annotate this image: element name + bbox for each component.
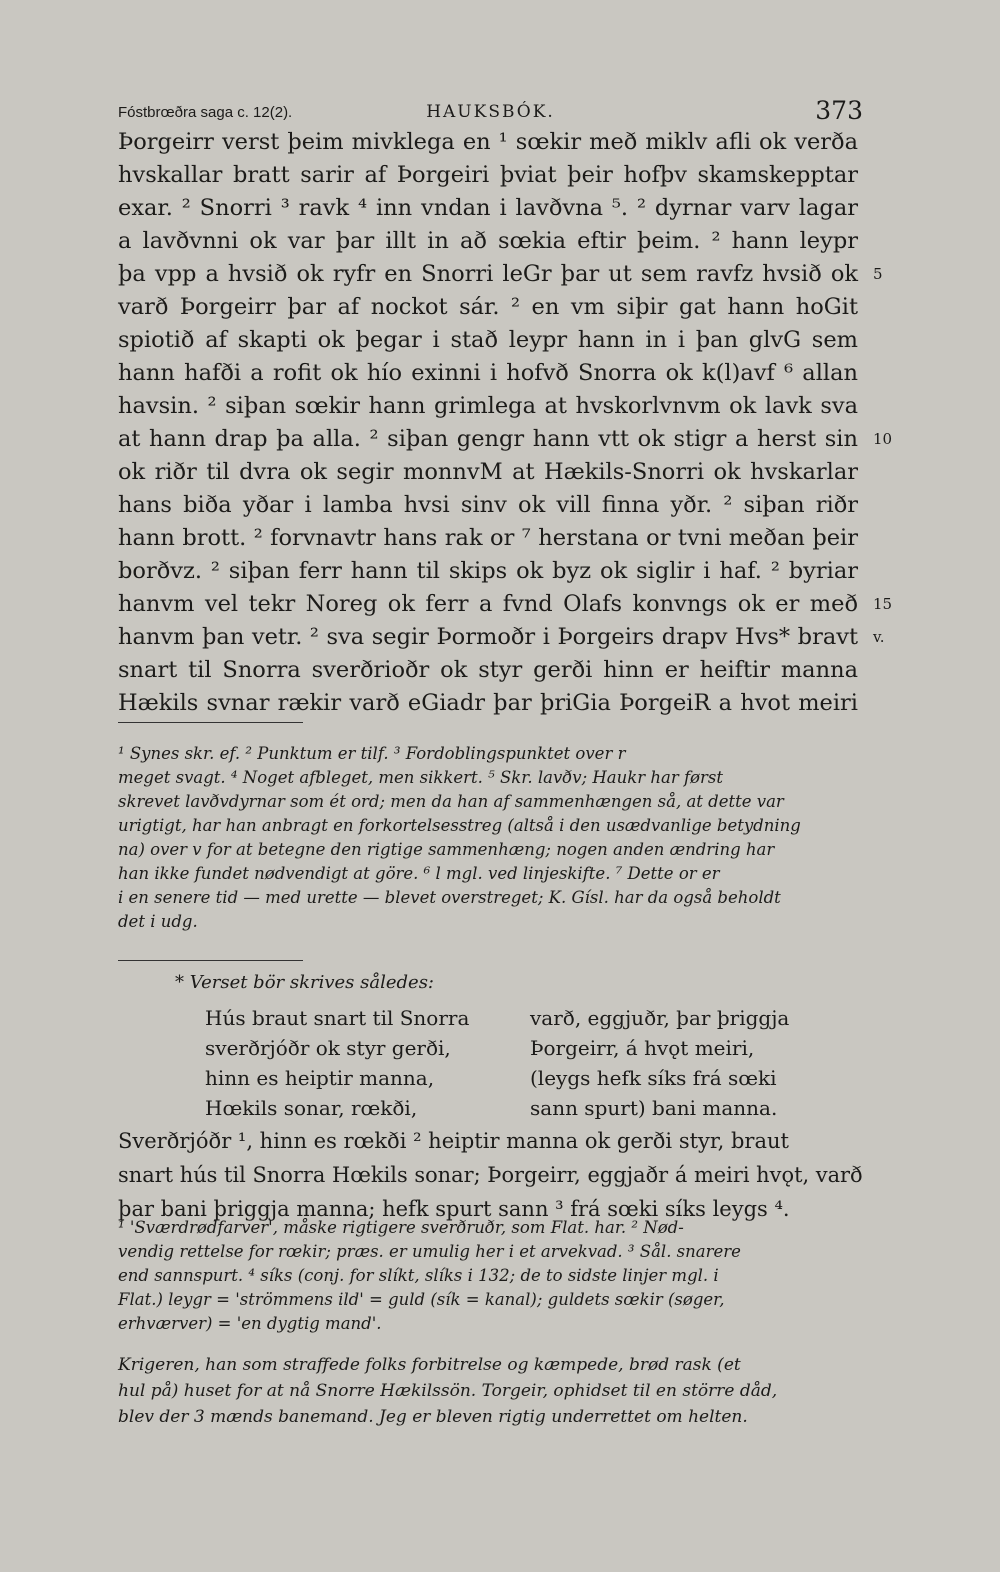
- translation-line-text: Krigeren, han som straffede folks forbitrelse og kæmpede, brød rask (et: [118, 1355, 741, 1375]
- text-line-text: hanvm þan vetr. ² sva segir Þormoðr i Þorgeirs drapv Hvs* bravt: [118, 624, 858, 650]
- prose-line-text: þar bani þriggja manna; hefk spurt sann ³ frá sœki síks leygs ⁴.: [118, 1197, 790, 1221]
- verse-line-text: (leygs hefk síks frá sœki: [530, 1066, 777, 1090]
- margin-line-number: 10: [873, 430, 893, 448]
- main-text: [118, 126, 893, 720]
- prose-rendering: [118, 1124, 863, 1226]
- verse-right-column: [530, 1003, 870, 1123]
- text-line-text: exar. ² Snorri ³ ravk ⁴ inn vndan i lavðvna ⁵. ² dyrnar varv lagar: [118, 195, 858, 221]
- text-line-text: borðvz. ² siþan ferr hann til skips ok byz ok siglir i haf. ² byriar: [118, 558, 858, 584]
- prose-line: [118, 1124, 863, 1158]
- verse-line-text: Þorgeirr, á hvǫt meiri,: [530, 1036, 755, 1060]
- footnote-line-text: ¹ 'Sværdrødfarver', måske rigtigere sverðruðr, som Flat. har. ² Nød-: [118, 1218, 684, 1237]
- verse-note: * Verset bör skrives således:: [175, 972, 434, 993]
- translation-line: [118, 1352, 863, 1378]
- margin-line-number: v.: [873, 628, 885, 646]
- text-line-text: hann brott. ² forvnavtr hans rak or ⁷ herstana or tvni meðan þeir: [118, 525, 858, 551]
- footnotes: [118, 742, 863, 934]
- verse-line: [205, 1003, 545, 1033]
- verse-footnotes: [118, 1216, 863, 1336]
- footnote-line-text: Flat.) leygr = 'strömmens ild' = guld (sík = kanal); guldets sœkir (søger,: [118, 1290, 725, 1309]
- text-line: [118, 390, 863, 423]
- text-line-text: ok riðr til dvra ok segir monnvM at Hækils-Snorri ok hvskarlar: [118, 459, 858, 485]
- text-line-text: havsin. ² siþan sœkir hann grimlega at hvskorlvnvm ok lavk sva: [118, 393, 858, 419]
- footnote-line-text: det i udg.: [118, 912, 198, 931]
- footnote-line-text: end sannspurt. ⁴ síks (conj. for slíkt, slíks i 132; de to sidste linjer mgl. i: [118, 1266, 719, 1285]
- text-line-text: at hann drap þa alla. ² siþan gengr hann vtt ok stigr a herst sin: [118, 426, 858, 452]
- text-line: [118, 324, 863, 357]
- footnote-line-text: i en senere tid — med urette — blevet overstreget; K. Gísl. har da også beholdt: [118, 888, 781, 907]
- text-line: [118, 687, 863, 720]
- footnote-line: [118, 1240, 863, 1264]
- text-line: [118, 489, 863, 522]
- text-line: [118, 423, 893, 456]
- text-line: [118, 357, 863, 390]
- footnote-line: [118, 862, 863, 886]
- footnote-line-text: meget svagt. ⁴ Noget afbleget, men sikkert. ⁵ Skr. lavðv; Haukr har først: [118, 768, 723, 787]
- footnote-line: [118, 1312, 863, 1336]
- prose-line: [118, 1158, 863, 1192]
- verse-line-text: Hús braut snart til Snorra: [205, 1006, 470, 1030]
- verse-left-column: [205, 1003, 545, 1123]
- danish-translation: [118, 1352, 863, 1430]
- text-line: [118, 522, 863, 555]
- translation-line-text: hul på) huset for at nå Snorre Hækilssön. Torgeir, ophidset til en större dåd,: [118, 1381, 778, 1401]
- page-header: [118, 96, 863, 130]
- translation-line: [118, 1378, 863, 1404]
- footnote-rule: [118, 722, 303, 723]
- footnote-line-text: na) over v for at betegne den rigtige sammenhæng; nogen anden ændring har: [118, 840, 775, 859]
- text-line-text: hann hafði a rofit ok hío exinni i hofvð Snorra ok k(l)avf ⁶ allan: [118, 360, 858, 386]
- footnote-line: [118, 838, 863, 862]
- footnote-line: [118, 1288, 863, 1312]
- text-line-text: hans biða yðar i lamba hvsi sinv ok vill finna yðr. ² siþan riðr: [118, 492, 858, 518]
- text-line-text: a lavðvnni ok var þar illt in að sœkia eftir þeim. ² hann leypr: [118, 228, 858, 254]
- text-line: [118, 225, 863, 258]
- text-line-text: Hækils svnar rækir varð eGiadr þar þriGia ÞorgeiR a hvot meiri: [118, 690, 858, 716]
- text-line: [118, 159, 863, 192]
- footnote-line: [118, 1216, 863, 1240]
- footnote-line: [118, 742, 863, 766]
- running-title: Fóstbrœðra saga c. 12(2).: [118, 104, 293, 121]
- text-line-text: varð Þorgeirr þar af nockot sár. ² en vm siþir gat hann hoGit: [118, 294, 858, 320]
- text-line-text: þa vpp a hvsið ok ryfr en Snorri leGr þar ut sem ravfz hvsið ok: [118, 261, 858, 287]
- verse-line-text: Hœkils sonar, rœkði,: [205, 1096, 418, 1120]
- footnote-line: [118, 790, 863, 814]
- footnote-line-text: skrevet lavðvdyrnar som ét ord; men da han af sammenhængen så, at dette var: [118, 792, 784, 811]
- text-line: [118, 456, 863, 489]
- footnote-line: [118, 766, 863, 790]
- prose-line-text: Sverðrjóðr ¹, hinn es rœkði ² heiptir manna ok gerði styr, braut: [118, 1129, 789, 1153]
- verse-line: [205, 1063, 545, 1093]
- verse-line-text: sverðrjóðr ok styr gerði,: [205, 1036, 451, 1060]
- verse-rule: [118, 960, 303, 961]
- footnote-line-text: vendig rettelse for rœkir; præs. er umulig her i et arvekvad. ³ Sål. snarere: [118, 1242, 741, 1261]
- text-line: [118, 654, 863, 687]
- text-line: [118, 126, 863, 159]
- margin-line-number: 5: [873, 265, 883, 283]
- verse-line: [205, 1033, 545, 1063]
- text-line: [118, 291, 863, 324]
- verse-line-text: sann spurt) bani manna.: [530, 1096, 778, 1120]
- footnote-line: [118, 910, 863, 934]
- text-line: [118, 621, 885, 654]
- text-line: [118, 555, 863, 588]
- text-line-text: hvskallar bratt sarir af Þorgeiri þviat þeir hofþv skamskepptar: [118, 162, 858, 188]
- prose-line-text: snart hús til Snorra Hœkils sonar; Þorgeirr, eggjaðr á meiri hvǫt, varð: [118, 1163, 863, 1187]
- footnote-line-text: han ikke fundet nødvendigt at göre. ⁶ l mgl. ved linjeskifte. ⁷ Dette or er: [118, 864, 720, 883]
- verse-line: [205, 1093, 545, 1123]
- book-title: HAUKSBÓK.: [426, 102, 555, 122]
- footnote-line: [118, 1264, 863, 1288]
- text-line-text: hanvm vel tekr Noreg ok ferr a fvnd Olafs konvngs ok er með: [118, 591, 858, 617]
- verse-line: [530, 1063, 870, 1093]
- translation-line-text: blev der 3 mænds banemand. Jeg er bleven rigtig underrettet om helten.: [118, 1407, 748, 1427]
- footnote-line-text: ¹ Synes skr. ef. ² Punktum er tilf. ³ Fordoblingspunktet over r: [118, 744, 626, 763]
- text-line: [118, 258, 883, 291]
- verse-line: [530, 1033, 870, 1063]
- translation-line: [118, 1404, 863, 1430]
- verse-line-text: varð, eggjuðr, þar þriggja: [530, 1006, 790, 1030]
- footnote-line: [118, 814, 863, 838]
- page-number: 373: [815, 96, 863, 125]
- text-line: [118, 192, 863, 225]
- verse-line-text: hinn es heiptir manna,: [205, 1066, 435, 1090]
- text-line-text: spiotið af skapti ok þegar i stað leypr hann in i þan glvG sem: [118, 327, 858, 353]
- verse-line: [530, 1093, 870, 1123]
- text-line: [118, 588, 893, 621]
- text-line-text: snart til Snorra sverðrioðr ok styr gerði hinn er heiftir manna: [118, 657, 858, 683]
- text-line-text: Þorgeirr verst þeim mivklega en ¹ sœkir með miklv afli ok verða: [118, 129, 858, 155]
- margin-line-number: 15: [873, 595, 893, 613]
- footnote-line-text: erhværver) = 'en dygtig mand'.: [118, 1314, 382, 1333]
- footnote-line: [118, 886, 863, 910]
- footnote-line-text: urigtigt, har han anbragt en forkortelsesstreg (altså i den usædvanlige betydning: [118, 816, 801, 835]
- verse-line: [530, 1003, 870, 1033]
